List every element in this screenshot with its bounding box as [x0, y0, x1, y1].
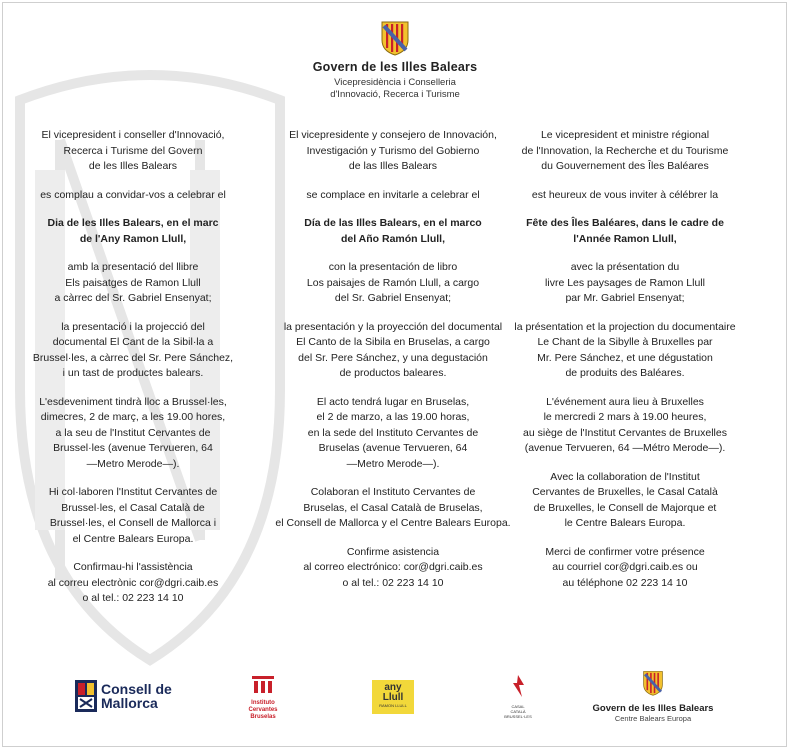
consell-line1: Consell de: [101, 681, 172, 697]
any-llull-logo: [372, 680, 414, 714]
header: [250, 20, 540, 101]
rsvp-text: Merci de confirmer votre présence au courriel cor@dgri.caib.es ou au téléphone 02 223 14 10: [545, 545, 705, 589]
sponsor-logos: [0, 665, 791, 735]
consell-line2: Mallorca: [101, 695, 158, 711]
host-text: El vicepresidente y consejero de Innovación, Investigación y Turismo del Gobierno de las Illes Balears: [289, 129, 497, 172]
llull-text: Llull: [382, 692, 404, 703]
rsvp-text: Confirmau-hi l'assistència al correu electrònic cor@dgri.caib.es o al tel.: 02 223 14 10: [47, 561, 219, 604]
collaborators-text: Colaboran el Instituto Cervantes de Bruselas, el Casal Català de Bruselas, el Consell de Mallorca y el Centre Balears Europa.: [275, 486, 511, 529]
invite-text: est heureux de vous inviter à célébrer la: [531, 188, 719, 201]
subtitle-line: Vicepresidència i Conselleria: [334, 77, 456, 88]
govern-centre-logo: [588, 670, 718, 723]
venue-text: El acto tendrá lugar en Bruselas, el 2 de marzo, a las 19.00 horas, en la sede del Instituto Cervantes de Bruselas (avenue Tervueren, 64 —Metro Merode—).: [307, 395, 479, 470]
book-presentation: con la presentación de libro Los paisajes de Ramón Llull, a cargo del Sr. Gabriel Ensenyat;: [306, 261, 480, 304]
catalan-column: [8, 128, 258, 620]
instituto-cervantes-logo: [238, 675, 288, 721]
casal-text: CASAL CATALÀ BRUSSEL·LES: [504, 704, 532, 719]
host-text: Le vicepresident et ministre régional de l'Innovation, la Recherche et du Tourisme du Gouvernement des Îles Baléares: [521, 129, 729, 172]
documentary-text: la presentación y la proyección del documental El Canto de la Sibila en Bruselas, a cargo del Sr. Pere Sánchez, y una degustación de productos baleares.: [283, 320, 503, 379]
book-presentation: amb la presentació del llibre Els paisatges de Ramon Llull a càrrec del Sr. Gabriel Ensenyat;: [54, 261, 212, 304]
venue-text: L'événement aura lieu à Bruxelles le mercredi 2 mars à 19.00 heures, au siège de l'Institut Cervantes de Bruxelles (avenue Tervueren, 64 —Métro Merode—).: [523, 395, 727, 454]
subtitle-line: d'Innovació, Recerca i Turisme: [330, 89, 460, 100]
any-text: any: [384, 682, 402, 693]
balearic-crest-icon: [380, 20, 410, 56]
host-text: El vicepresident i conseller d'Innovació, Recerca i Turisme del Govern de les Illes Balears: [41, 129, 225, 172]
casal-catala-emblem-icon: [510, 675, 526, 699]
invite-text: es complau a convidar-vos a celebrar el: [40, 188, 226, 201]
consell-mallorca-emblem-icon: [75, 680, 97, 712]
french-column: [500, 128, 750, 604]
consell-mallorca-logo: [75, 680, 172, 712]
any-llull-subtext: RAMON LLULL: [379, 703, 407, 708]
casal-catala-logo: [503, 675, 533, 719]
event-title: Fête des Îles Baléares, dans le cadre de l'Année Ramon Llull,: [526, 217, 724, 245]
event-title: Día de las Illes Balears, en el marco del Año Ramón Llull,: [304, 217, 482, 245]
government-title: Govern de les Illes Balears: [312, 60, 478, 74]
govern-logo-subtitle: Centre Balears Europa: [614, 714, 692, 723]
collaborators-text: Hi col·laboren l'Institut Cervantes de Brussel·les, el Casal Català de Brussel·les, el Consell de Mallorca i el Centre Balears Europa.: [48, 486, 218, 545]
cervantes-text: Instituto Cervantes Bruselas: [248, 700, 278, 720]
rsvp-text: Confirme asistencia al correo electrónico: cor@dgri.caib.es o al tel.: 02 223 14 10: [303, 545, 483, 589]
documentary-text: la présentation et la projection du documentaire Le Chant de la Sibylle à Bruxelles par Mr. Pere Sánchez, et une dégustation de produits des Baléares.: [514, 320, 736, 379]
book-presentation: avec la présentation du livre Les paysages de Ramon Llull par Mr. Gabriel Ensenyat;: [545, 261, 705, 304]
government-subtitle: [250, 77, 540, 101]
documentary-text: la presentació i la projecció del documental El Cant de la Sibil·la a Brussel·les, a càrrec del Sr. Pere Sánchez, i un tast de productes balears.: [32, 320, 234, 379]
invite-text: se complace en invitarle a celebrar el: [306, 188, 480, 201]
govern-logo-title: Govern de les Illes Balears: [592, 703, 714, 714]
venue-text: L'esdeveniment tindrà lloc a Brussel·les, dimecres, 2 de març, a les 19.00 hores, a la seu de l'Institut Cervantes de Brussel·les (avenue Tervueren, 64 —Metro Merode—).: [39, 395, 227, 470]
collaborators-text: Avec la collaboration de l'Institut Cervantes de Bruxelles, le Casal Català de Bruxelles, le Consell de Majorque et le Centre Balears Europa.: [532, 470, 718, 529]
event-title: Dia de les Illes Balears, en el marc de l'Any Ramon Llull,: [47, 217, 219, 245]
balearic-crest-small-icon: [642, 670, 664, 696]
spanish-column: [268, 128, 518, 604]
cervantes-emblem-icon: [248, 675, 278, 695]
